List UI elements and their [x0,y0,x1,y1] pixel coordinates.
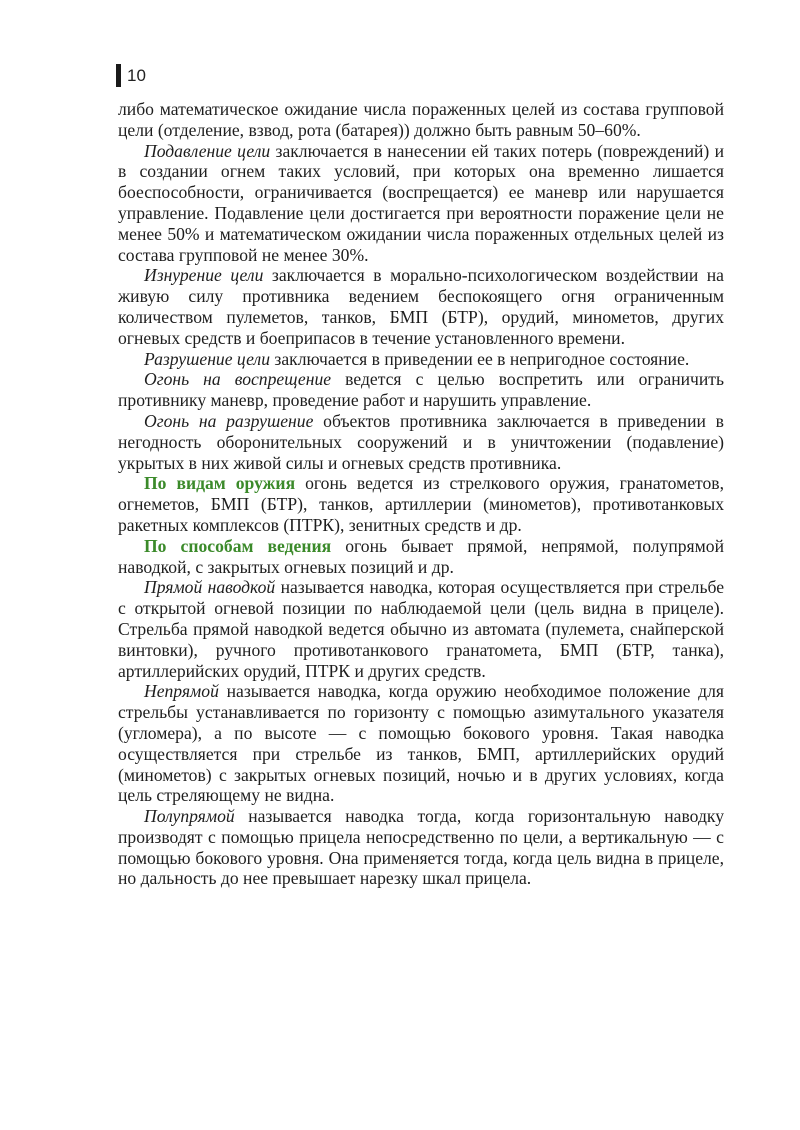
term: Огонь на воспрещение [144,369,332,390]
term: Изнурение цели [144,265,264,286]
term: Прямой наводкой [144,577,276,598]
green-heading: По способам ведения [144,535,332,556]
paragraph-exhaustion [118,265,724,348]
term: Разрушение цели [144,348,271,369]
green-heading: По видам оружия [144,473,296,494]
paragraph-body: ведется с целью воспретить или ограничить противнику маневр, проведение работ и нарушить управление. [118,369,725,411]
paragraph-suppression [118,141,724,266]
paragraph-body: заключается в приведении ее в непригодное состояние. [270,348,690,369]
body-text [118,99,724,889]
page-marker-bar [116,64,121,87]
page-number-text: 10 [127,66,146,85]
term: Полупрямой [144,806,235,827]
page-number [116,64,146,87]
paragraph-weapon-types [118,473,724,535]
term: Подавление цели [144,140,271,161]
term: Огонь на разрушение [144,410,314,431]
paragraph-fire-methods [118,536,724,578]
paragraph-body: огонь ведется из стрелкового оружия, гранатометов, огнеметов, БМП (БТР), танков, артиллерии (минометов), противотанковых ракетных комплексов (ПТРК), зенитных средств и др. [118,473,724,535]
paragraph-body: называется наводка, когда оружию необходимое положение для стрельбы устанавливается по горизонту с помощью азимутального указателя (угломера), а по высоте — с помощью бокового уровня. Такая наводка осуществляется при стрельбе из танков, БМП, артиллерийских орудий (минометов) с закрытых огневых позиций, ночью и в других условиях, когда цель стреляющему не видна. [118,681,724,806]
paragraph-body: называется наводка, которая осуществляется при стрельбе с открытой огневой позиции по наблюдаемой цели (цель видна в прицеле). Стрельба прямой наводкой ведется обычно из автомата (пулемета, снайперской винтовки), ручного противотанкового гранатомета, БМП (БТР, танка), артиллерийских орудий, ПТРК и других средств. [118,577,725,681]
paragraph-destruction-fire [118,411,724,473]
paragraph-body: либо математическое ожидание числа пораженных целей из состава групповой цели (отделение, взвод, рота (батарея)) должно быть равным 50–60%. [118,99,724,140]
paragraph-indirect-laying [118,681,724,806]
paragraph-direct-laying [118,577,724,681]
paragraph-semi-direct-laying [118,806,724,889]
paragraph-body: огонь бывает прямой, непрямой, полупрямой наводкой, с закрытых огневых позиций и др. [118,535,724,577]
paragraph-destruction [118,349,724,370]
paragraph-body: объектов противника заключается в приведении в негодность оборонительных сооружений и в уничтожении (подавление) укрытых в них живой силы и огневых средств противника. [118,410,724,473]
paragraph-body: называется наводка тогда, когда горизонтальную наводку производят с помощью прицела непосредственно по цели, а вертикальную — с помощью бокового уровня. Она применяется тогда, когда цель видна в прицеле, но дальность до нее превышает нарезку шкал прицела. [118,806,724,889]
paragraph-interdiction-fire [118,369,724,411]
term: Непрямой [144,681,219,702]
paragraph-continuation [118,99,724,141]
paragraph-body: заключается в нанесении ей таких потерь (повреждений) и в создании огнем таких условий, при которых она временно лишается боеспособности, ограничивается (воспрещается) ее маневр или нарушается управление. Подавление цели достигается при вероятности поражение цели не менее 50% и математическом ожидании числа пораженных отдельных целей из состава групповой не менее 30%. [118,140,724,265]
paragraph-body: заключается в морально-психологическом воздействии на живую силу противника ведением беспокоящего огня ограниченным количеством пулеметов, танков, БМП (БТР), орудий, минометов, других огневых средств и боеприпасов в течение установленного времени. [118,265,724,348]
